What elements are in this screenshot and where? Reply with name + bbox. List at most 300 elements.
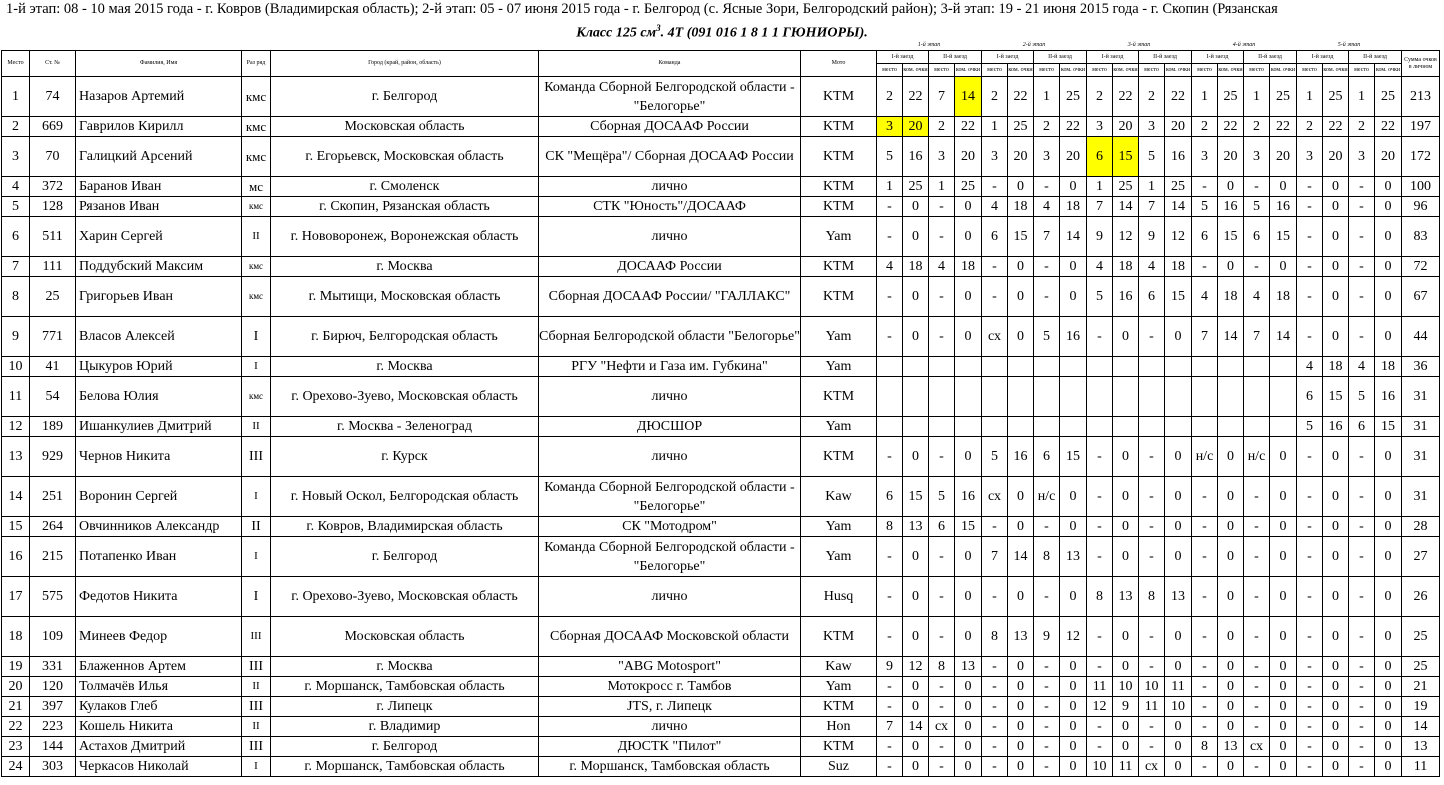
cell-race-place: -: [1244, 697, 1270, 717]
cell-team: ДЮСШОР: [539, 417, 801, 437]
cell-race-place: 1: [1244, 77, 1270, 117]
cell-race-place: 8: [982, 617, 1008, 657]
cell-race-points: 25: [1218, 77, 1244, 117]
cell-race-points: 0: [1113, 537, 1139, 577]
cell-number: 511: [30, 217, 76, 257]
cell-rank: I: [242, 577, 271, 617]
cell-race-place: -: [982, 757, 1008, 777]
table-row: [2, 217, 1440, 257]
cell-name: Харин Сергей: [76, 217, 242, 257]
cell-number: 120: [30, 677, 76, 697]
cell-team: СТК "Юность"/ДОСААФ: [539, 197, 801, 217]
cell-race-place: -: [1192, 477, 1218, 517]
cell-rank: II: [242, 517, 271, 537]
cell-race-points: 16: [1060, 317, 1087, 357]
cell-name: Овчинников Александр: [76, 517, 242, 537]
cell-race-points: 18: [1218, 277, 1244, 317]
cell-race-points: [1165, 417, 1192, 437]
cell-race-points: 25: [1270, 77, 1297, 117]
table-row: [2, 617, 1440, 657]
cell-total: 27: [1402, 537, 1440, 577]
cell-number: 189: [30, 417, 76, 437]
cell-race-place: -: [1034, 737, 1060, 757]
cell-race-points: 0: [903, 757, 929, 777]
cell-race-place: [877, 357, 903, 377]
cell-rank: кмс: [242, 77, 271, 117]
cell-total: 13: [1402, 737, 1440, 757]
cell-race-place: 2: [1349, 117, 1375, 137]
cell-race-place: 4: [1139, 257, 1165, 277]
cell-total: 19: [1402, 697, 1440, 717]
cell-race-place: -: [1192, 677, 1218, 697]
cell-city: г. Новый Оскол, Белгородская область: [271, 477, 539, 517]
cell-race-points: 16: [1113, 277, 1139, 317]
table-row: [2, 317, 1440, 357]
cell-race-place: 7: [1139, 197, 1165, 217]
cell-race-place: 1: [1034, 77, 1060, 117]
cell-race-points: 0: [1323, 577, 1349, 617]
cell-race-points: 0: [1008, 177, 1034, 197]
cell-race-place: [1244, 357, 1270, 377]
cell-race-points: 0: [1165, 517, 1192, 537]
cell-team: СК "Мотодром": [539, 517, 801, 537]
cell-race-points: 20: [1060, 137, 1087, 177]
cell-race-place: -: [1034, 657, 1060, 677]
cell-race-place: -: [982, 577, 1008, 617]
cell-rank: I: [242, 757, 271, 777]
sub-place-header: место: [1297, 64, 1323, 77]
cell-race-place: 4: [1034, 197, 1060, 217]
cell-race-place: [1139, 357, 1165, 377]
cell-race-points: 20: [1165, 117, 1192, 137]
cell-race-place: -: [929, 317, 955, 357]
cell-race-place: н/с: [1192, 437, 1218, 477]
cell-race-place: -: [929, 217, 955, 257]
cell-race-points: 12: [1113, 217, 1139, 257]
cell-race-points: 16: [1165, 137, 1192, 177]
cell-race-points: 0: [1270, 577, 1297, 617]
cell-race-points: [1270, 377, 1297, 417]
cell-race-points: 16: [1323, 417, 1349, 437]
cell-race-place: -: [929, 617, 955, 657]
cell-number: 575: [30, 577, 76, 617]
cell-race-place: -: [1034, 177, 1060, 197]
cell-race-place: -: [1192, 657, 1218, 677]
cell-race-place: -: [982, 517, 1008, 537]
cell-name: Поддубский Максим: [76, 257, 242, 277]
cell-team: Мотокросс г. Тамбов: [539, 677, 801, 697]
cell-race-place: -: [1244, 577, 1270, 617]
cell-race-place: -: [1087, 737, 1113, 757]
cell-race-place: н/с: [1244, 437, 1270, 477]
cell-race-points: 0: [1323, 617, 1349, 657]
cell-moto: Yam: [801, 517, 877, 537]
cell-race-place: 3: [1349, 137, 1375, 177]
sub-points-header: ком. очки: [955, 64, 982, 77]
cell-race-points: 15: [1165, 277, 1192, 317]
cell-race-place: -: [1034, 517, 1060, 537]
cell-rank: III: [242, 737, 271, 757]
table-row: [2, 357, 1440, 377]
cell-total: 100: [1402, 177, 1440, 197]
cell-race-place: 6: [1034, 437, 1060, 477]
cell-race-place: 4: [1244, 277, 1270, 317]
cell-race-points: 18: [903, 257, 929, 277]
cell-race-place: 3: [1034, 137, 1060, 177]
cell-race-points: 0: [1375, 757, 1402, 777]
cell-race-points: [1113, 417, 1139, 437]
cell-number: 264: [30, 517, 76, 537]
cell-race-place: -: [1087, 717, 1113, 737]
cell-race-place: -: [1349, 737, 1375, 757]
cell-race-place: 3: [1192, 137, 1218, 177]
cell-moto: Yam: [801, 677, 877, 697]
cell-race-points: 16: [903, 137, 929, 177]
cell-place: 22: [2, 717, 30, 737]
cell-race-points: 14: [955, 77, 982, 117]
stage-5-header: 5-й этап: [1297, 40, 1402, 51]
table-row: [2, 737, 1440, 757]
cell-race-place: 4: [929, 257, 955, 277]
cell-moto: KTM: [801, 197, 877, 217]
cell-place: 19: [2, 657, 30, 677]
cell-race-points: [1270, 417, 1297, 437]
cell-race-points: [1060, 357, 1087, 377]
col-place: Место: [2, 51, 30, 77]
cell-race-points: 0: [1060, 517, 1087, 537]
cell-race-points: 15: [1270, 217, 1297, 257]
cell-race-points: 0: [1218, 697, 1244, 717]
cell-race-points: 15: [1323, 377, 1349, 417]
cell-race-points: 18: [1113, 257, 1139, 277]
table-row: [2, 177, 1440, 197]
cell-rank: III: [242, 437, 271, 477]
cell-race-points: [1218, 377, 1244, 417]
cell-race-place: -: [1297, 757, 1323, 777]
cell-race-place: [1244, 377, 1270, 417]
cell-race-points: 0: [1060, 717, 1087, 737]
cell-race-place: сх: [982, 317, 1008, 357]
cell-race-place: -: [877, 617, 903, 657]
cell-race-points: 0: [1113, 737, 1139, 757]
cell-race-points: 0: [1323, 277, 1349, 317]
cell-number: 372: [30, 177, 76, 197]
cell-race-place: -: [1192, 617, 1218, 657]
table-row: [2, 77, 1440, 117]
cell-race-place: 7: [1192, 317, 1218, 357]
cell-race-place: -: [1297, 617, 1323, 657]
cell-name: Рязанов Иван: [76, 197, 242, 217]
cell-race-points: 0: [1270, 677, 1297, 697]
cell-race-place: -: [1244, 757, 1270, 777]
cell-race-place: -: [1034, 277, 1060, 317]
sub-points-header: ком. очки: [1375, 64, 1402, 77]
cell-race-points: 0: [1165, 617, 1192, 657]
cell-race-place: сх: [929, 717, 955, 737]
cell-race-points: 0: [903, 577, 929, 617]
cell-name: Федотов Никита: [76, 577, 242, 617]
cell-team: "ABG Motosport": [539, 657, 801, 677]
cell-team: Команда Сборной Белгородской области - "Белогорье": [539, 477, 801, 517]
cell-moto: KTM: [801, 257, 877, 277]
cell-race-place: 3: [1139, 117, 1165, 137]
cell-race-place: 2: [929, 117, 955, 137]
cell-place: 21: [2, 697, 30, 717]
cell-race-place: [1087, 377, 1113, 417]
cell-name: Толмачёв Илья: [76, 677, 242, 697]
cell-city: г. Смоленск: [271, 177, 539, 197]
table-row: [2, 437, 1440, 477]
cell-race-points: 0: [1060, 657, 1087, 677]
cell-total: 25: [1402, 617, 1440, 657]
cell-race-place: -: [1349, 717, 1375, 737]
cell-total: 25: [1402, 657, 1440, 677]
cell-moto: KTM: [801, 137, 877, 177]
table-row: [2, 697, 1440, 717]
cell-name: Галицкий Арсений: [76, 137, 242, 177]
cell-rank: III: [242, 617, 271, 657]
cell-place: 23: [2, 737, 30, 757]
cell-race-points: 0: [1375, 197, 1402, 217]
cell-race-place: [929, 417, 955, 437]
cell-team: лично: [539, 717, 801, 737]
cell-race-place: -: [1087, 657, 1113, 677]
cell-race-points: 25: [1008, 117, 1034, 137]
cell-city: г. Орехово-Зуево, Московская область: [271, 577, 539, 617]
cell-total: 31: [1402, 477, 1440, 517]
cell-place: 24: [2, 757, 30, 777]
cell-number: 303: [30, 757, 76, 777]
cell-moto: KTM: [801, 697, 877, 717]
cell-race-points: 22: [1165, 77, 1192, 117]
cell-team: Команда Сборной Белгородской области - "Белогорье": [539, 77, 801, 117]
cell-race-points: 0: [1218, 177, 1244, 197]
cell-race-points: [1008, 377, 1034, 417]
cell-race-place: 3: [877, 117, 903, 137]
stage-2-header: 2-й этап: [982, 40, 1087, 51]
cell-race-place: 12: [1087, 697, 1113, 717]
cell-race-place: 2: [1244, 117, 1270, 137]
cell-race-points: 0: [1270, 537, 1297, 577]
sub-points-header: ком. очки: [1218, 64, 1244, 77]
cell-race-points: 0: [1218, 657, 1244, 677]
cell-race-points: 0: [1323, 197, 1349, 217]
cell-place: 2: [2, 117, 30, 137]
cell-place: 7: [2, 257, 30, 277]
cell-race-points: 22: [1113, 77, 1139, 117]
cell-total: 172: [1402, 137, 1440, 177]
cell-race-place: 5: [1087, 277, 1113, 317]
cell-race-points: 0: [903, 317, 929, 357]
cell-race-place: 5: [1244, 197, 1270, 217]
sub-place-header: место: [1034, 64, 1060, 77]
cell-race-points: 0: [955, 717, 982, 737]
cell-race-points: 0: [1323, 317, 1349, 357]
cell-race-points: 0: [1165, 317, 1192, 357]
cell-race-points: 14: [1060, 217, 1087, 257]
cell-race-points: 18: [1270, 277, 1297, 317]
cell-total: 44: [1402, 317, 1440, 357]
cell-race-place: -: [1349, 537, 1375, 577]
cell-race-points: 11: [1165, 677, 1192, 697]
cell-total: 72: [1402, 257, 1440, 277]
cell-race-points: 0: [1218, 477, 1244, 517]
cell-race-points: [1165, 357, 1192, 377]
table-row: [2, 657, 1440, 677]
cell-race-place: 6: [1087, 137, 1113, 177]
cell-race-points: 16: [1008, 437, 1034, 477]
cell-race-place: сх: [1244, 737, 1270, 757]
cell-race-points: 0: [1323, 737, 1349, 757]
table-row: [2, 517, 1440, 537]
cell-total: 21: [1402, 677, 1440, 697]
table-row: [2, 197, 1440, 217]
cell-race-place: 2: [1297, 117, 1323, 137]
stage-4-header: 4-й этап: [1192, 40, 1297, 51]
cell-race-points: 15: [1113, 137, 1139, 177]
cell-total: 26: [1402, 577, 1440, 617]
cell-race-place: -: [1349, 217, 1375, 257]
cell-race-points: 0: [1218, 677, 1244, 697]
col-name: Фамилия, Имя: [76, 51, 242, 77]
cell-race-place: -: [877, 677, 903, 697]
cell-city: г. Ковров, Владимирская область: [271, 517, 539, 537]
cell-race-place: -: [929, 197, 955, 217]
cell-race-points: 0: [1375, 477, 1402, 517]
cell-team: г. Моршанск, Тамбовская область: [539, 757, 801, 777]
cell-race-place: -: [1087, 317, 1113, 357]
cell-race-points: 0: [955, 197, 982, 217]
cell-race-points: 0: [1218, 257, 1244, 277]
cell-race-place: 9: [1139, 217, 1165, 257]
cell-race-place: -: [1192, 537, 1218, 577]
cell-race-place: 1: [877, 177, 903, 197]
cell-place: 15: [2, 517, 30, 537]
cell-race-points: 0: [903, 537, 929, 577]
cell-city: г. Москва: [271, 257, 539, 277]
cell-name: Кошель Никита: [76, 717, 242, 737]
cell-race-place: 8: [1034, 537, 1060, 577]
cell-race-place: 7: [982, 537, 1008, 577]
cell-place: 4: [2, 177, 30, 197]
cell-race-points: 20: [1323, 137, 1349, 177]
cell-race-place: 11: [1139, 697, 1165, 717]
cell-race-points: 0: [1008, 577, 1034, 617]
cell-rank: кмс: [242, 277, 271, 317]
cell-race-place: 3: [1297, 137, 1323, 177]
cell-rank: II: [242, 717, 271, 737]
cell-race-points: 13: [1218, 737, 1244, 757]
cell-race-place: -: [877, 217, 903, 257]
cell-race-place: -: [1192, 577, 1218, 617]
cell-race-place: 2: [982, 77, 1008, 117]
cell-moto: Kaw: [801, 657, 877, 677]
cell-race-points: 20: [955, 137, 982, 177]
cell-race-points: 0: [903, 437, 929, 477]
cell-rank: II: [242, 417, 271, 437]
cell-race-points: 0: [1165, 717, 1192, 737]
sub-points-header: ком. очки: [903, 64, 929, 77]
cell-race-place: 4: [1192, 277, 1218, 317]
cell-number: 929: [30, 437, 76, 477]
cell-race-place: -: [982, 737, 1008, 757]
stage-1-race-2-header: II-й заезд: [929, 51, 982, 64]
cell-race-points: [1165, 377, 1192, 417]
cell-race-place: [982, 357, 1008, 377]
cell-number: 771: [30, 317, 76, 357]
cell-race-place: 10: [1139, 677, 1165, 697]
cell-race-points: 0: [1008, 757, 1034, 777]
cell-team: лично: [539, 217, 801, 257]
cell-race-place: -: [1297, 737, 1323, 757]
cell-moto: KTM: [801, 177, 877, 197]
cell-race-place: 5: [1297, 417, 1323, 437]
table-row: [2, 277, 1440, 317]
cell-race-points: 16: [1375, 377, 1402, 417]
cell-name: Гаврилов Кирилл: [76, 117, 242, 137]
sub-points-header: ком. очки: [1060, 64, 1087, 77]
cell-race-points: 0: [1060, 257, 1087, 277]
cell-city: г. Мытищи, Московская область: [271, 277, 539, 317]
cell-race-place: 5: [982, 437, 1008, 477]
cell-race-points: 22: [1375, 117, 1402, 137]
sub-points-header: ком. очки: [1270, 64, 1297, 77]
cell-race-points: 25: [1375, 77, 1402, 117]
cell-race-points: 0: [955, 737, 982, 757]
cell-race-points: 0: [1008, 277, 1034, 317]
cell-race-place: -: [1139, 657, 1165, 677]
cell-rank: I: [242, 477, 271, 517]
cell-race-points: [955, 417, 982, 437]
cell-race-points: 16: [1218, 197, 1244, 217]
cell-race-points: [1113, 377, 1139, 417]
cell-race-points: 0: [1270, 757, 1297, 777]
cell-race-points: 18: [1375, 357, 1402, 377]
stage-4-race-2-header: II-й заезд: [1244, 51, 1297, 64]
cell-race-points: 15: [903, 477, 929, 517]
cell-race-points: 22: [1060, 117, 1087, 137]
header-class-line: [0, 18, 1444, 41]
cell-race-points: 0: [1008, 677, 1034, 697]
cell-race-place: 4: [1349, 357, 1375, 377]
cell-race-points: 0: [955, 697, 982, 717]
cell-race-points: [903, 377, 929, 417]
cell-race-points: 14: [1218, 317, 1244, 357]
cell-race-points: 0: [1218, 537, 1244, 577]
cell-race-points: 12: [903, 657, 929, 677]
cell-race-place: 8: [1087, 577, 1113, 617]
cell-race-place: -: [982, 677, 1008, 697]
cell-race-points: 25: [1113, 177, 1139, 197]
cell-number: 41: [30, 357, 76, 377]
cell-race-place: [929, 357, 955, 377]
cell-race-points: 0: [1008, 517, 1034, 537]
cell-race-points: 18: [1165, 257, 1192, 277]
stage-2-race-1-header: I-й заезд: [982, 51, 1034, 64]
cell-city: г. Белгород: [271, 537, 539, 577]
cell-race-place: 2: [1087, 77, 1113, 117]
table-row: [2, 377, 1440, 417]
cell-rank: кмс: [242, 117, 271, 137]
cell-race-place: -: [1139, 717, 1165, 737]
cell-race-place: -: [1297, 657, 1323, 677]
cell-number: 397: [30, 697, 76, 717]
cell-race-points: 14: [1165, 197, 1192, 217]
cell-race-place: [1034, 417, 1060, 437]
cell-team: ДОСААФ России: [539, 257, 801, 277]
cell-race-place: -: [1087, 437, 1113, 477]
cell-rank: кмс: [242, 197, 271, 217]
